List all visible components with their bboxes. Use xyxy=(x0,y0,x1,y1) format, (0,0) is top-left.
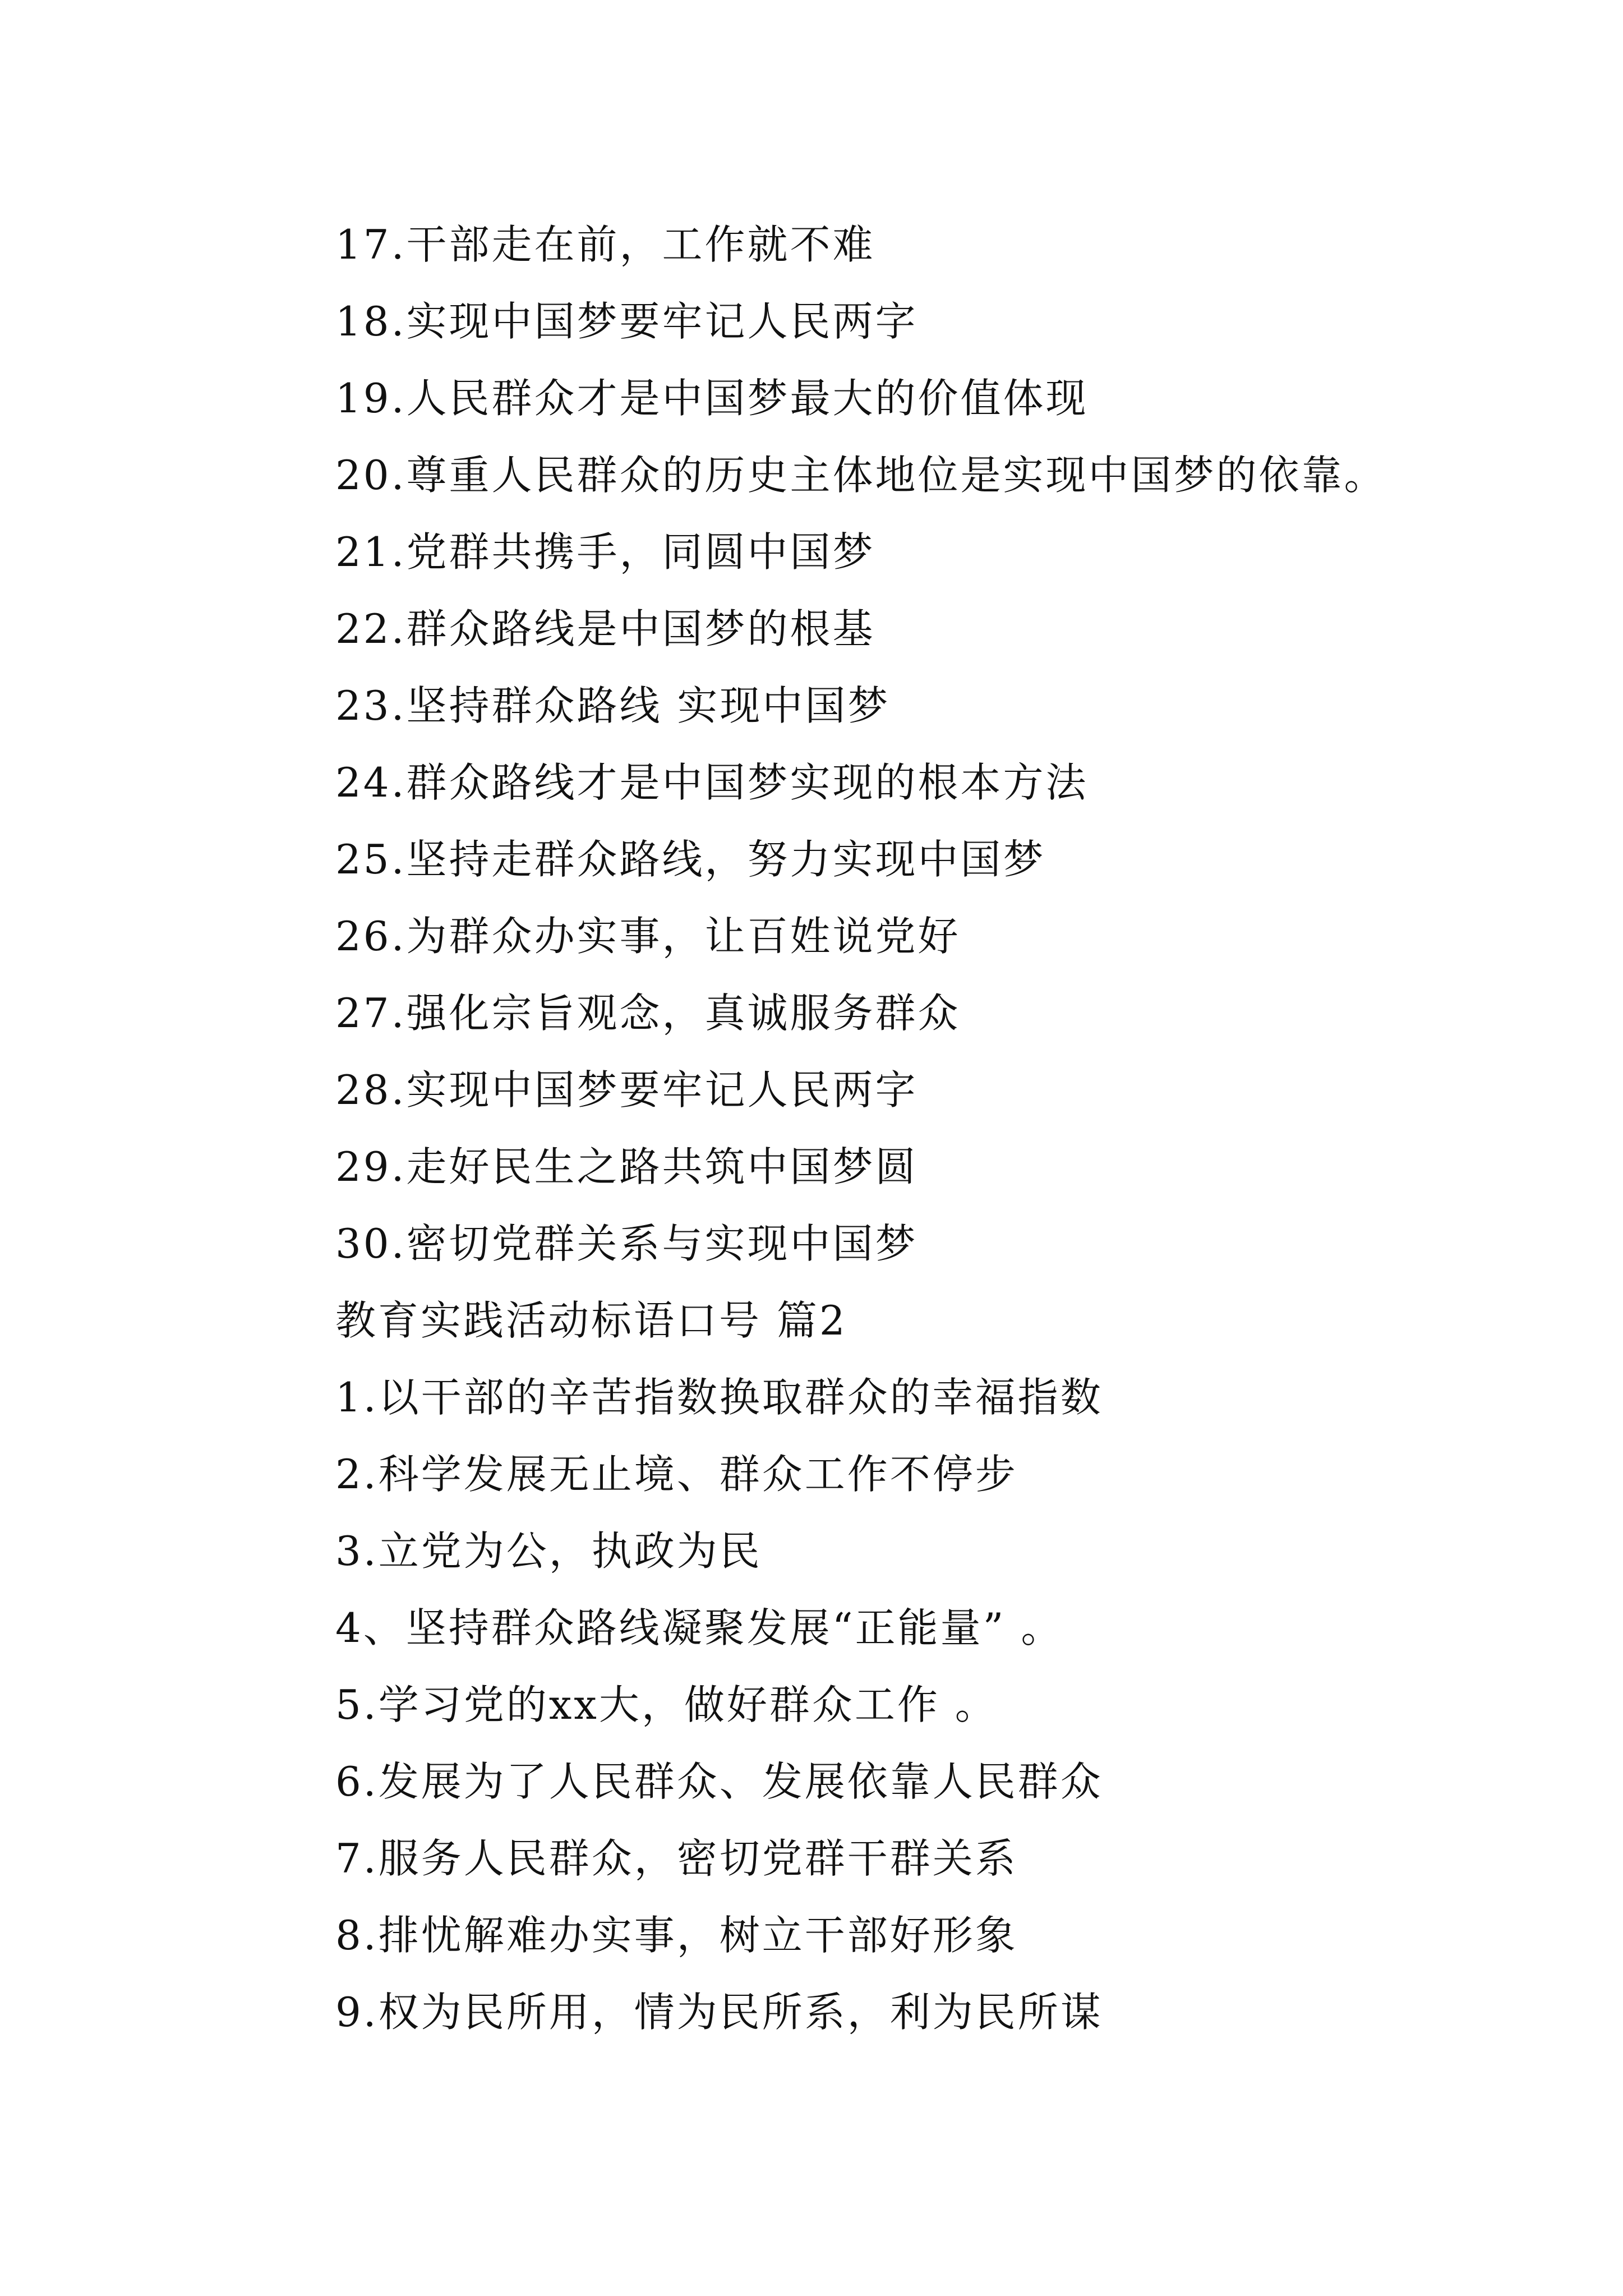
slogan-line-5: 5.学习党的xx大，做好群众工作 。 xyxy=(335,1681,998,1728)
slogan-line-22: 22.群众路线是中国梦的根基 xyxy=(335,605,875,652)
slogan-line-28: 28.实现中国梦要牢记人民两字 xyxy=(335,1066,918,1114)
slogan-line-19: 19.人民群众才是中国梦最大的价值体现 xyxy=(335,375,1089,422)
section-heading: 教育实践活动标语口号 篇2 xyxy=(335,1297,847,1344)
slogan-line-17: 17.干部走在前，工作就不难 xyxy=(335,221,875,268)
slogan-line-21: 21.党群共携手，同圆中国梦 xyxy=(335,528,875,576)
slogan-line-4: 4、坚持群众路线凝聚发展“正能量” 。 xyxy=(335,1604,1064,1651)
slogan-line-26: 26.为群众办实事，让百姓说党好 xyxy=(335,913,961,960)
slogan-line-9: 9.权为民所用，情为民所系，利为民所谋 xyxy=(335,1989,1103,2036)
slogan-line-6: 6.发展为了人民群众、发展依靠人民群众 xyxy=(335,1758,1103,1805)
slogan-line-3: 3.立党为公，执政为民 xyxy=(335,1527,762,1575)
slogan-line-20: 20.尊重人民群众的历史主体地位是实现中国梦的依靠。 xyxy=(335,452,1387,499)
slogan-line-27: 27.强化宗旨观念，真诚服务群众 xyxy=(335,990,961,1037)
slogan-line-23: 23.坚持群众路线 实现中国梦 xyxy=(335,682,891,729)
document-body xyxy=(335,206,1558,2051)
slogan-line-2: 2.科学发展无止境、群众工作不停步 xyxy=(335,1451,1018,1498)
slogan-line-8: 8.排忧解难办实事，树立干部好形象 xyxy=(335,1912,1018,1959)
slogan-line-24: 24.群众路线才是中国梦实现的根本方法 xyxy=(335,759,1089,806)
slogan-line-30: 30.密切党群关系与实现中国梦 xyxy=(335,1220,918,1267)
slogan-line-25: 25.坚持走群众路线，努力实现中国梦 xyxy=(335,836,1046,883)
slogan-line-1: 1.以干部的辛苦指数换取群众的幸福指数 xyxy=(335,1374,1103,1421)
slogan-line-29: 29.走好民生之路共筑中国梦圆 xyxy=(335,1143,918,1190)
slogan-line-18: 18.实现中国梦要牢记人民两字 xyxy=(335,298,918,345)
slogan-line-7: 7.服务人民群众，密切党群干群关系 xyxy=(335,1835,1018,1882)
